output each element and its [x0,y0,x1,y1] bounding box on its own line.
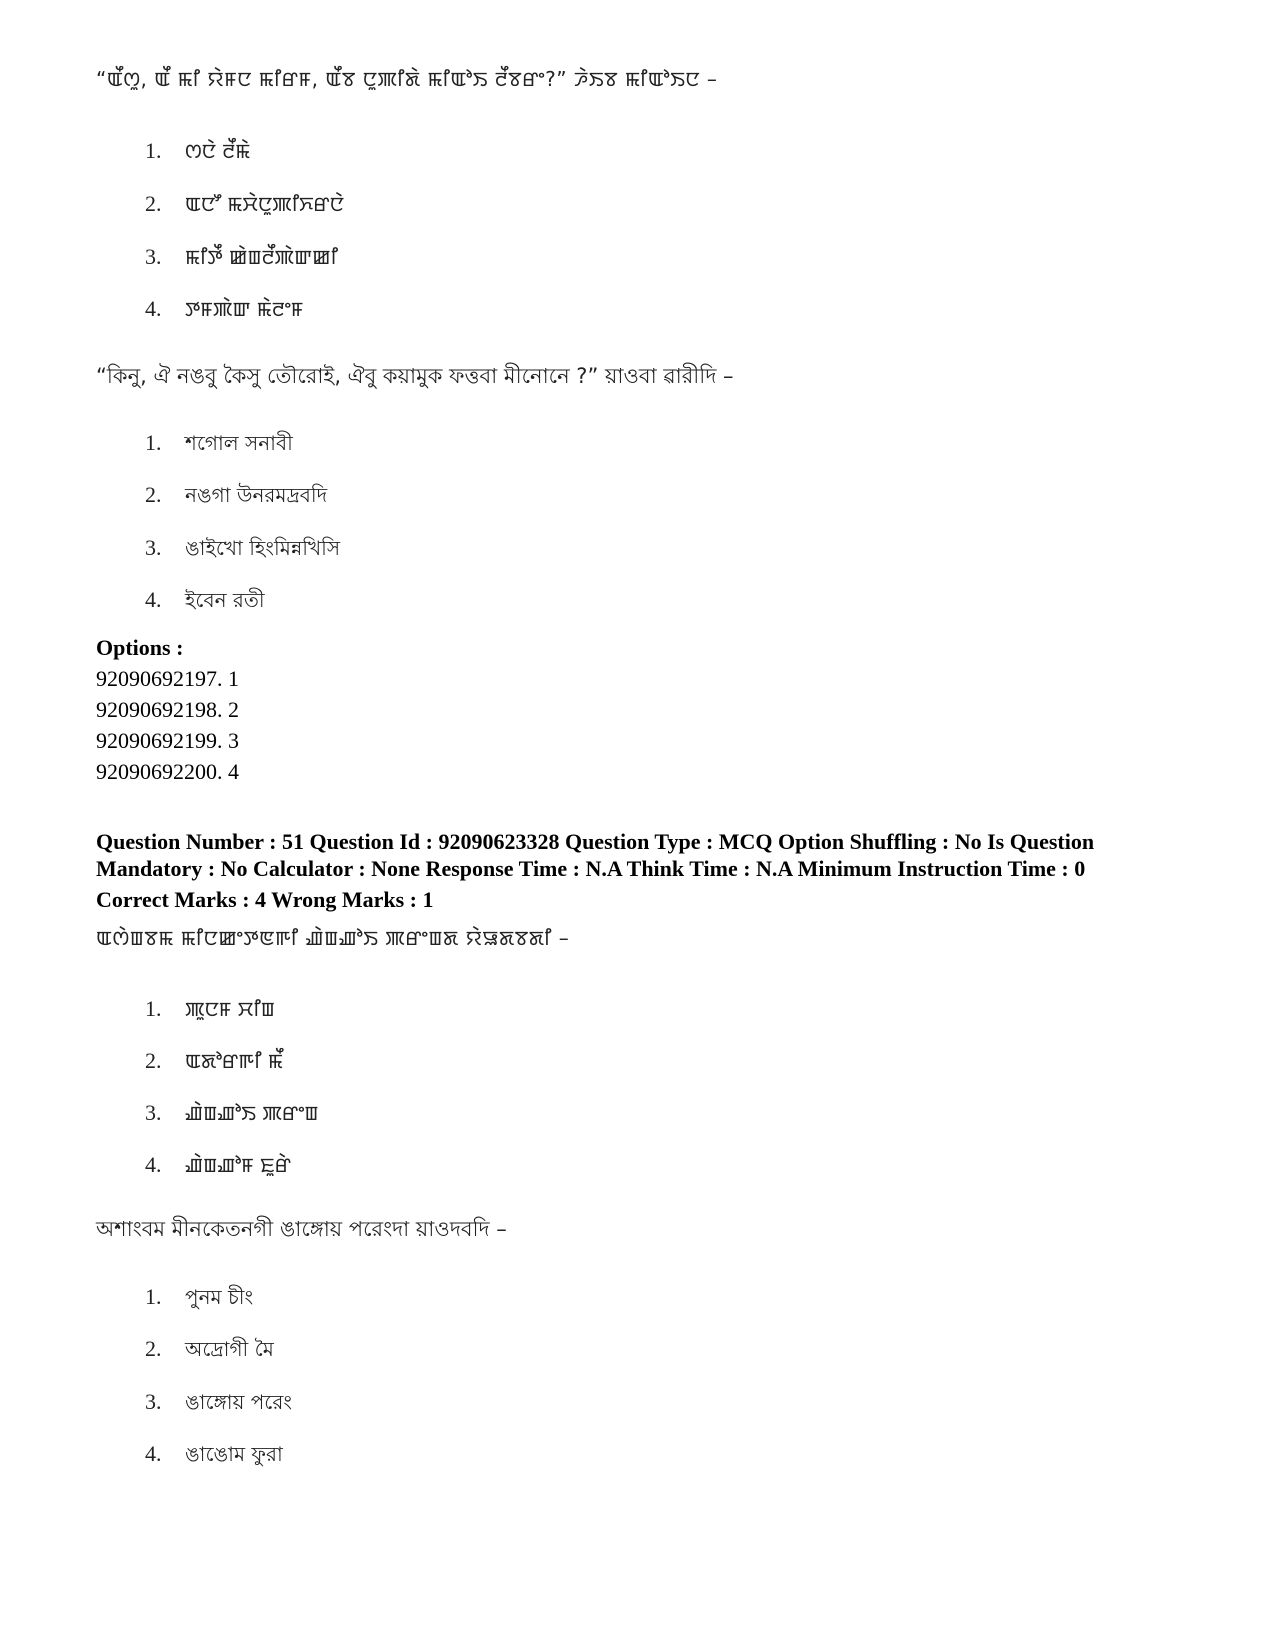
option-text: ঙাইখো হিংমিন্নখিসি [185,536,341,560]
option-text: ꯁꯅꯥ ꯂꯩꯃꯥ [185,139,251,163]
option-text: পুনম চীং [185,1285,254,1309]
option-text: ꯄꯨꯅꯝ ꯆꯤꯡ [185,997,275,1021]
option-item [145,1335,274,1368]
option-text: ꯑꯗꯣꯔꯒꯤ ꯃꯩ [185,1049,283,1073]
option-number: 4. [145,1152,162,1177]
option-number: 1. [145,996,162,1021]
option-item [145,1048,283,1075]
option-number: 3. [145,1389,162,1414]
option-number: 4. [145,587,162,612]
option-number: 2. [145,191,162,216]
option-item [145,996,275,1023]
option-number: 3. [145,535,162,560]
question-meta [96,828,1216,913]
option-text: অদ্রোগী মৈ [185,1337,274,1361]
meta-line: Mandatory : No Calculator : None Response Time : N.A Think Time : N.A Minimum Instruction Time : 0 [96,856,1086,881]
option-text: ꯉꯥꯡꯉꯣꯝ ꯐꯨꯔꯥ [185,1153,292,1177]
option-item [145,296,303,323]
option-text: ꯃꯤꯇꯩ ꯀꯥꯡꯂꯩꯄꯥꯛꯀꯤ [185,245,338,269]
option-id-row: 92090692199. 3 [96,728,239,753]
options-heading: Options : [96,635,184,660]
question-bengali-1: “কিনু, ঐ নঙবু কৈসু তৌরোই, ঐবু কয়ামুক ফত্তবা মীনোনে ?” য়াওবা ৱারীদি – [96,364,734,388]
option-id-row: 92090692197. 1 [96,666,239,691]
meta-line: Question Number : 51 Question Id : 92090623328 Question Type : MCQ Option Shuffling : No Is Question [96,829,1095,854]
option-text: ꯑꯅꯧ ꯃꯆꯥꯅꯨꯄꯤꯈꯔꯅꯥ [185,192,344,216]
option-item [145,138,250,165]
option-item [145,1388,292,1421]
option-text: ঙাঙ্গোয় পরেং [185,1390,292,1414]
option-number: 2. [145,1048,162,1073]
option-item [145,1283,253,1316]
option-item [145,1152,291,1179]
option-number: 1. [145,138,162,163]
option-number: 1. [145,430,162,455]
option-number: 3. [145,1100,162,1125]
option-number: 1. [145,1284,162,1309]
question-meitei-1: “ꯑꯩꯁꯨ, ꯑꯩ ꯃꯤ ꯌꯥꯝꯅ ꯃꯤꯔꯝ, ꯑꯩꯕ ꯅꯨꯄꯤꯗꯥ ꯃꯤꯑꯣꯏ ꯂꯩꯕꯔꯦ?” ꯍꯥꯏꯕ ꯃꯤꯑꯣꯏꯅ – [96,67,718,91]
option-id-row: 92090692198. 2 [96,697,239,722]
option-item [145,1100,319,1127]
meta-line: Correct Marks : 4 Wrong Marks : 1 [96,887,434,912]
option-text: শগোল সনাবী [185,431,293,455]
option-text: ইবেন রতী [185,588,265,612]
option-text: ঙাঙোম ফুরা [185,1442,283,1466]
option-item [145,191,344,218]
option-item [145,1440,283,1473]
option-item [145,534,340,567]
option-item [145,429,293,462]
option-text: নঙগা উনরমদ্রবদি [185,483,328,507]
option-text: ꯇꯝꯄꯥꯛ ꯃꯥꯂꯦꯝ [185,297,304,321]
option-id-row: 92090692200. 4 [96,759,239,784]
option-number: 2. [145,482,162,507]
option-item [145,244,338,271]
option-number: 4. [145,296,162,321]
option-text: ꯉꯥꯡꯉꯣꯏ ꯄꯔꯦꯡ [185,1101,319,1125]
option-item [145,481,327,514]
option-item [145,586,265,619]
question-meitei-2: ꯑꯁꯥꯡꯕꯃ ꯃꯤꯅꯀꯦꯇꯟꯒꯤ ꯉꯥꯡꯉꯣꯏ ꯄꯔꯦꯡꯗ ꯌꯥꯎꯗꯕꯗꯤ – [96,926,570,950]
option-number: 4. [145,1441,162,1466]
option-number: 2. [145,1336,162,1361]
question-bengali-2: অশাংবম মীনকেতনগী ঙাঙ্গোয় পরেংদা য়াওদবদি – [96,1217,507,1241]
option-number: 3. [145,244,162,269]
